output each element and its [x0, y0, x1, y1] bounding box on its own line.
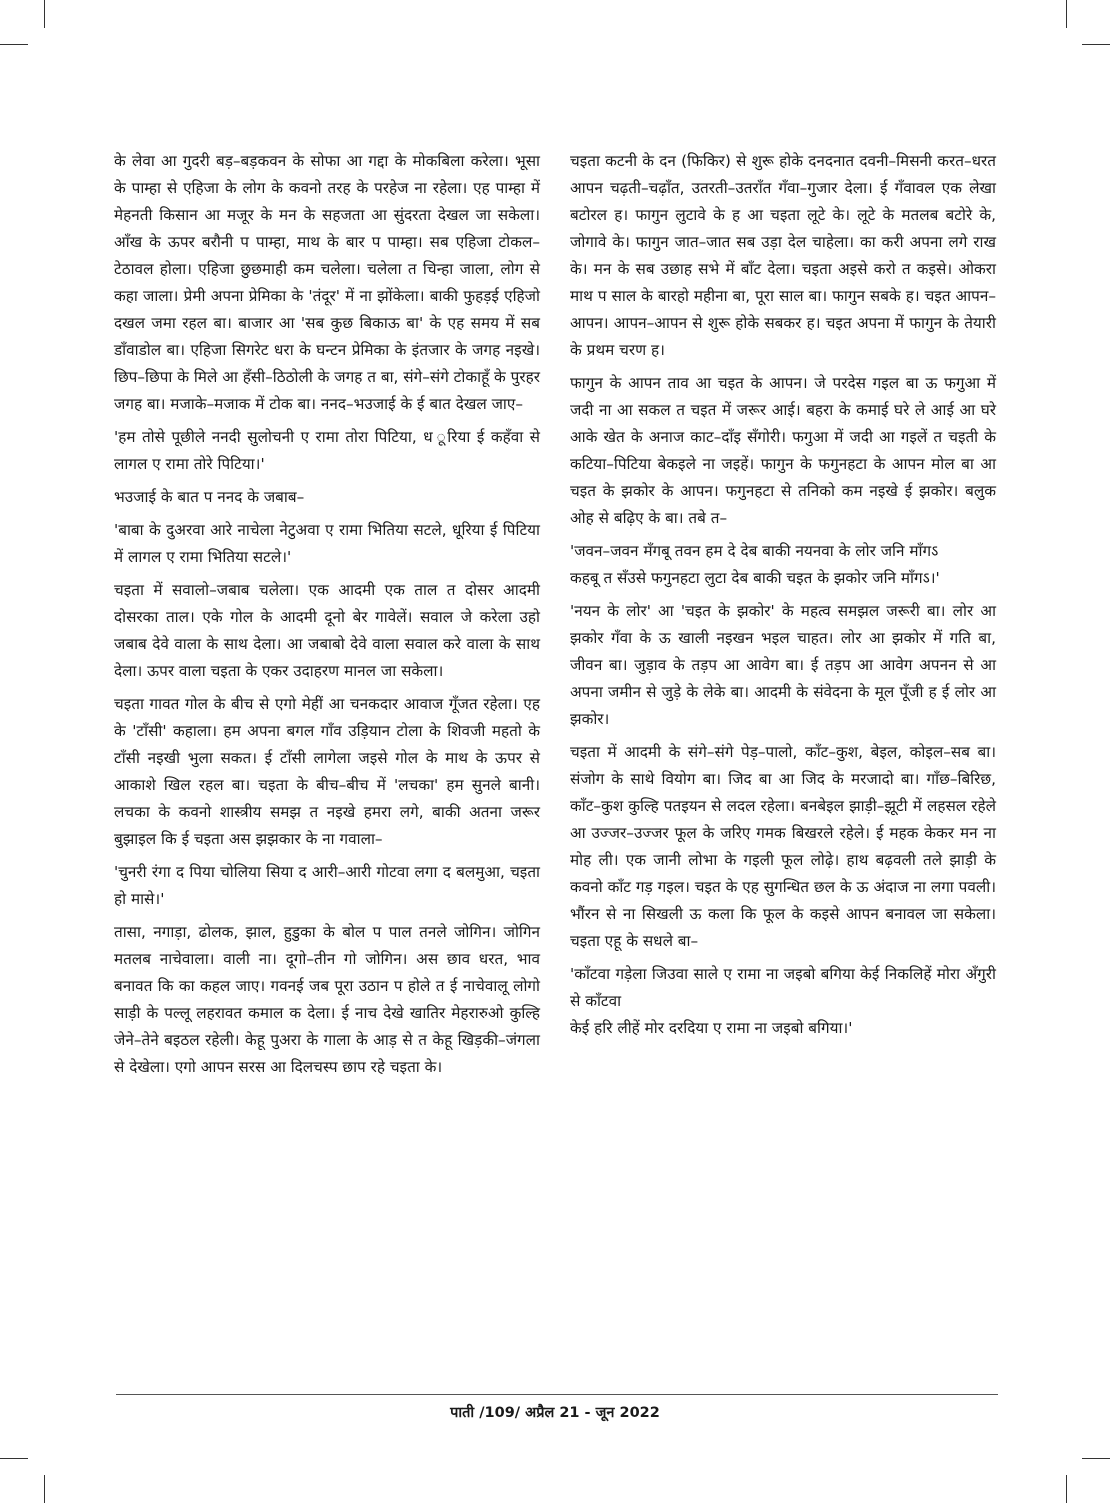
- quote: 'चुनरी रंगा द पिया चोलिया सिया द आरी–आरी गोटवा लगा द बलमुआ, चइता हो मासे।': [114, 863, 540, 908]
- paragraph: चइता में आदमी के संगे–संगे पेड़–पालो, काँट–कुश, बेइल, कोइल–सब बा। संजोग के साथे वियोग बा। जिद बा आ जिद के मरजादो बा। गाँछ–बिरिछ, काँट–कुश कुल्हि पतइयन से लदल रहेला। बनबेइल झाड़ी–झूटी में लहसल रहेले आ उज्जर–उज्जर फूल के जरिए गमक बिखरले रहेले। ई महक केकर मन ना मोह ली। एक जानी लोभा के गइली फूल लोढ़े। हाथ बढ़वली तले झाड़ी के कवनो काँट गड़ गइल। चइत के एह सुगन्धित छल के ऊ अंदाज ना लगा पवली। भौंरन से ना सिखली ऊ कला कि फूल के कइसे आपन बनावल जा सकेला। चइता एहू के सधले बा–: [570, 743, 996, 950]
- page-footer: पाती /109/ अप्रैल 21 - जून 2022: [450, 1405, 660, 1421]
- crop-mark-top-left-h: [0, 44, 28, 45]
- crop-mark-top-right-v: [1066, 0, 1067, 28]
- right-column: [570, 148, 996, 1048]
- crop-mark-bottom-right-v: [1066, 1475, 1067, 1503]
- crop-mark-bottom-left-h: [0, 1458, 28, 1459]
- crop-mark-bottom-right-h: [1082, 1458, 1110, 1459]
- quote: केई हरि लीहें मोर दरदिया ए रामा ना जइबो बगिया।': [570, 1019, 853, 1037]
- paragraph: 'नयन के लोर' आ 'चइत के झकोर' के महत्व समझल जरूरी बा। लोर आ झकोर गँवा के ऊ खाली नइखन भइल चाहत। लोर आ झकोर में गति बा, जीवन बा। जुड़ाव के तड़प आ आवेग बा। ई तड़प आ आवेग अपनन से आ अपना जमीन से जुड़े के लेके बा। आदमी के संवेदना के मूल पूँजी ह ई लोर आ झकोर।: [570, 602, 996, 728]
- paragraph: चइता गावत गोल के बीच से एगो मेहीं आ चनकदार आवाज गूँजत रहेला। एह के 'टाँसी' कहाला। हम अपना बगल गाँव उड़ियान टोला के शिवजी महतो के टाँसी नइखी भुला सकत। ई टाँसी लागेला जइसे गोल के माथ के ऊपर से आकाशे खिल रहल बा। चइता के बीच–बीच में 'लचका' हम सुनले बानी। लचका के कवनो शास्त्रीय समझ त नइखे हमरा लगे, बाकी अतना जरूर बुझाइल कि ई चइता अस झझकार के ना गवाला–: [114, 695, 540, 848]
- crop-mark-top-right-h: [1082, 44, 1110, 45]
- quote: 'बाबा के दुअरवा आरे नाचेला नेटुअवा ए रामा भितिया सटले, धूरिया ई पिटिया में लागल ए रामा भितिया सटले।': [114, 521, 540, 566]
- crop-mark-bottom-left-v: [44, 1475, 45, 1503]
- footer-divider: [116, 1394, 998, 1395]
- paragraph: चइता में सवालो–जबाब चलेला। एक आदमी एक ताल त दोसर आदमी दोसरका ताल। एके गोल के आदमी दूनो बेर गावेलें। सवाल जे करेला उहो जबाब देवे वाला के साथ देला। आ जबाबो देवे वाला सवाल करे वाला के साथ देला। ऊपर वाला चइता के एकर उदाहरण मानल जा सकेला।: [114, 581, 540, 680]
- paragraph: तासा, नगाड़ा, ढोलक, झाल, हुडुका के बोल प पाल तनले जोगिन। जोगिन मतलब नाचेवाला। वाली ना। दूगो–तीन गो जोगिन। अस छाव धरत, भाव बनावत कि का कहल जाए। गवनई जब पूरा उठान प होले त ई नाचेवालू लोगो साड़ी के पल्लू लहरावत कमाल क देला। ई नाच देखे खातिर मेहरारुओ कुल्हि जेने–तेने बइठल रहेली। केहू पुअरा के गाला के आड़ से त केहू खिड़की–जंगला से देखेला। एगो आपन सरस आ दिलचस्प छाप रहे चइता के।: [114, 923, 540, 1076]
- quote: 'काँटवा गड़ेला जिउवा साले ए रामा ना जइबो बगिया केई निकलिहें मोरा अँगुरी से काँटवा: [570, 965, 996, 1010]
- paragraph: चइता कटनी के दन (फिकिर) से शुरू होके दनदनात दवनी–मिसनी करत–धरत आपन चढ़ती–चढ़ाँत, उतरती–उतराँत गँवा–गुजार देला। ई गँवावल एक लेखा बटोरल ह। फागुन लुटावे के ह आ चइता लूटे के। लूटे के मतलब बटोरे के, जोगावे के। फागुन जात–जात सब उड़ा देल चाहेला। का करी अपना लगे राख के। मन के सब उछाह सभे में बाँट देला। चइता अइसे करो त कइसे। ओकरा माथ प साल के बारहो महीना बा, पूरा साल बा। फागुन सबके ह। चइत आपन–आपन। आपन–आपन से शुरू होके सबकर ह। चइत अपना में फागुन के तेयारी के प्रथम चरण ह।: [570, 152, 996, 359]
- paragraph: फागुन के आपन ताव आ चइत के आपन। जे परदेस गइल बा ऊ फगुआ में जदी ना आ सकल त चइत में जरूर आई। बहरा के कमाई घरे ले आई आ घरे आके खेत के अनाज काट–दाँइ सँगोरी। फगुआ में जदी आ गइलें त चइती के कटिया–पिटिया बेकइले ना जइहें। फागुन के फगुनहटा के आपन मोल बा आ चइत के झकोर के आपन। फगुनहटा से तनिको कम नइखे ई झकोर। बलुक ओह से बढ़िए के बा। तबे त–: [570, 374, 996, 527]
- paragraph: के लेवा आ गुदरी बड़–बड़कवन के सोफा आ गद्दा के मोकबिला करेला। भूसा के पाम्हा से एहिजा के लोग के कवनो तरह के परहेज ना रहेला। एह पाम्हा में मेहनती किसान आ मजूर के मन के सहजता आ सुंदरता देखल जा सकेला। आँख के ऊपर बरौनी प पाम्हा, माथ के बार प पाम्हा। सब एहिजा टोकल–टेठावल होला। एहिजा छुछमाही कम चलेला। चलेला त चिन्हा जाला, लोग से कहा जाला। प्रेमी अपना प्रेमिका के 'तंदूर' में ना झोंकेला। बाकी फुहड़ई एहिजो दखल जमा रहल बा। बाजार आ 'सब कुछ बिकाऊ बा' के एह समय में सब डाँवाडोल बा। एहिजा सिगरेट धरा के घन्टन प्रेमिका के इंतजार के जगह नइखे। छिप–छिपा के मिले आ हँसी–ठिठोली के जगह त बा, संगे–संगे टोकाहूँ के पुरहर जगह बा। मजाके–मजाक में टोक बा। ननद–भउजाई के ई बात देखल जाए–: [114, 152, 540, 413]
- quote: 'हम तोसे पूछीले ननदी सुलोचनी ए रामा तोरा पिटिया, ध ूरिया ई कहँवा से लागल ए रामा तोरे पिटिया।': [114, 428, 540, 473]
- crop-mark-top-left-v: [44, 0, 45, 28]
- quote: कहबू त सँउसे फगुनहटा लुटा देब बाकी चइत के झकोर जनि माँगऽ।': [570, 569, 940, 587]
- paragraph: भउजाई के बात प ननद के जबाब–: [114, 488, 305, 506]
- left-column: [114, 148, 540, 1087]
- quote: 'जवन–जवन मँगबू तवन हम दे देब बाकी नयनवा के लोर जनि माँगऽ: [570, 542, 939, 560]
